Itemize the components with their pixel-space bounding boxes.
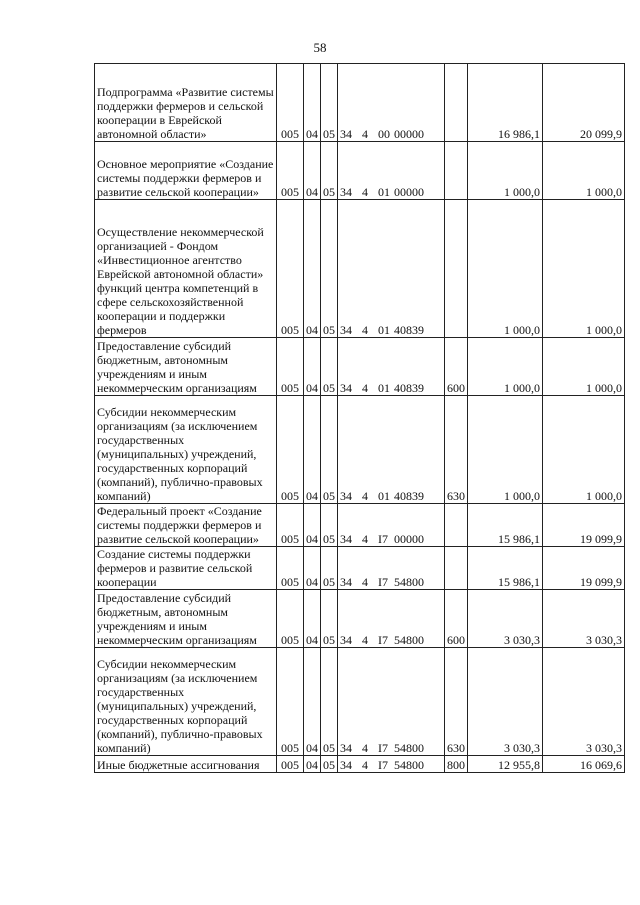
subsection-code: 05 [321,200,338,338]
amount-year-2: 1 000,0 [543,200,625,338]
target-article-part: 34 [340,575,352,589]
target-article-part: 54800 [394,758,424,772]
target-article-code [338,396,445,504]
target-article-part: 34 [340,323,352,337]
row-name: Предоставление субсидий бюджетным, автономным учреждениям и иным некоммерческим организациям [95,338,277,396]
row-name: Осуществление некоммерческой организацией - Фондом «Инвестиционное агентство Еврейской автономной области» функций центра компетенций в сфере сельскохозяйственной кооперации и поддержки фермеров [95,200,277,338]
table-row [95,396,625,504]
target-article-part: 01 [378,323,390,337]
target-article-code [338,756,445,773]
section-code: 04 [304,142,321,200]
amount-year-2: 16 069,6 [543,756,625,773]
subsection-code: 05 [321,504,338,547]
ministry-code: 005 [277,200,304,338]
expense-type-code [445,200,468,338]
subsection-code: 05 [321,338,338,396]
target-article-code [338,504,445,547]
target-article-part: 34 [340,127,352,141]
ministry-code: 005 [277,504,304,547]
amount-year-1: 1 000,0 [468,200,543,338]
amount-year-1: 15 986,1 [468,504,543,547]
amount-year-2: 20 099,9 [543,64,625,142]
target-article-part: 4 [362,575,368,589]
ministry-code: 005 [277,142,304,200]
target-article-part: 40839 [394,323,424,337]
row-name: Подпрограмма «Развитие системы поддержки фермеров и сельской кооперации в Еврейской автономной области» [95,64,277,142]
target-article-part: 4 [362,489,368,503]
section-code: 04 [304,648,321,756]
target-article-code [338,547,445,590]
target-article-part: 4 [362,758,368,772]
row-name: Федеральный проект «Создание системы поддержки фермеров и развитие сельской кооперации» [95,504,277,547]
target-article-part: I7 [378,758,388,772]
expense-type-code: 800 [445,756,468,773]
amount-year-1: 12 955,8 [468,756,543,773]
amount-year-1: 1 000,0 [468,142,543,200]
target-article-part: 4 [362,633,368,647]
target-article-part: 4 [362,185,368,199]
table-row [95,648,625,756]
expense-type-code [445,547,468,590]
target-article-part: 54800 [394,575,424,589]
table-row [95,756,625,773]
target-article-code [338,648,445,756]
subsection-code: 05 [321,756,338,773]
table-body [95,64,625,773]
section-code: 04 [304,547,321,590]
table-row [95,64,625,142]
ministry-code: 005 [277,338,304,396]
amount-year-2: 19 099,9 [543,504,625,547]
row-name: Субсидии некоммерческим организациям (за исключением государственных (муниципальных) учреждений, государственных корпораций (компаний), публично-правовых компаний) [95,396,277,504]
target-article-part: 34 [340,532,352,546]
target-article-part: 00000 [394,185,424,199]
ministry-code: 005 [277,648,304,756]
section-code: 04 [304,200,321,338]
section-code: 04 [304,338,321,396]
subsection-code: 05 [321,648,338,756]
row-name: Основное мероприятие «Создание системы поддержки фермеров и развитие сельской кооперации» [95,142,277,200]
expense-type-code [445,504,468,547]
row-name: Предоставление субсидий бюджетным, автономным учреждениям и иным некоммерческим организациям [95,590,277,648]
target-article-part: 4 [362,741,368,755]
subsection-code: 05 [321,590,338,648]
ministry-code: 005 [277,590,304,648]
target-article-part: I7 [378,633,388,647]
ministry-code: 005 [277,64,304,142]
subsection-code: 05 [321,396,338,504]
target-article-code [338,200,445,338]
section-code: 04 [304,504,321,547]
amount-year-1: 3 030,3 [468,648,543,756]
target-article-part: I7 [378,532,388,546]
amount-year-2: 3 030,3 [543,648,625,756]
amount-year-1: 3 030,3 [468,590,543,648]
target-article-part: 00 [378,127,390,141]
target-article-part: 01 [378,185,390,199]
amount-year-2: 3 030,3 [543,590,625,648]
row-name: Субсидии некоммерческим организациям (за исключением государственных (муниципальных) учреждений, государственных корпораций (компаний), публично-правовых компаний) [95,648,277,756]
target-article-part: 54800 [394,741,424,755]
amount-year-2: 1 000,0 [543,338,625,396]
expense-type-code: 630 [445,396,468,504]
amount-year-1: 1 000,0 [468,396,543,504]
amount-year-2: 19 099,9 [543,547,625,590]
target-article-code [338,64,445,142]
subsection-code: 05 [321,142,338,200]
section-code: 04 [304,64,321,142]
target-article-part: 40839 [394,381,424,395]
target-article-part: 34 [340,381,352,395]
table-row [95,504,625,547]
amount-year-1: 1 000,0 [468,338,543,396]
expense-type-code [445,64,468,142]
target-article-part: 4 [362,323,368,337]
target-article-part: 34 [340,185,352,199]
target-article-part: 4 [362,127,368,141]
table-row [95,338,625,396]
ministry-code: 005 [277,396,304,504]
table-row [95,142,625,200]
target-article-part: 4 [362,532,368,546]
subsection-code: 05 [321,64,338,142]
expense-type-code: 600 [445,590,468,648]
table-row [95,200,625,338]
section-code: 04 [304,756,321,773]
target-article-part: 40839 [394,489,424,503]
target-article-code [338,590,445,648]
expense-type-code: 600 [445,338,468,396]
subsection-code: 05 [321,547,338,590]
amount-year-1: 16 986,1 [468,64,543,142]
expense-type-code: 630 [445,648,468,756]
row-name: Иные бюджетные ассигнования [95,756,277,773]
section-code: 04 [304,590,321,648]
target-article-part: 34 [340,758,352,772]
target-article-part: 01 [378,381,390,395]
ministry-code: 005 [277,547,304,590]
table-row [95,547,625,590]
target-article-part: 01 [378,489,390,503]
row-name: Создание системы поддержки фермеров и развитие сельской кооперации [95,547,277,590]
target-article-part: 34 [340,741,352,755]
target-article-code [338,338,445,396]
target-article-code [338,142,445,200]
target-article-part: 00000 [394,127,424,141]
section-code: 04 [304,396,321,504]
page-number: 58 [313,40,327,55]
expense-type-code [445,142,468,200]
target-article-part: I7 [378,741,388,755]
amount-year-2: 1 000,0 [543,142,625,200]
target-article-part: 34 [340,633,352,647]
target-article-part: 54800 [394,633,424,647]
target-article-part: I7 [378,575,388,589]
target-article-part: 34 [340,489,352,503]
target-article-part: 00000 [394,532,424,546]
target-article-part: 4 [362,381,368,395]
amount-year-1: 15 986,1 [468,547,543,590]
amount-year-2: 1 000,0 [543,396,625,504]
budget-table [94,63,625,773]
ministry-code: 005 [277,756,304,773]
table-row [95,590,625,648]
